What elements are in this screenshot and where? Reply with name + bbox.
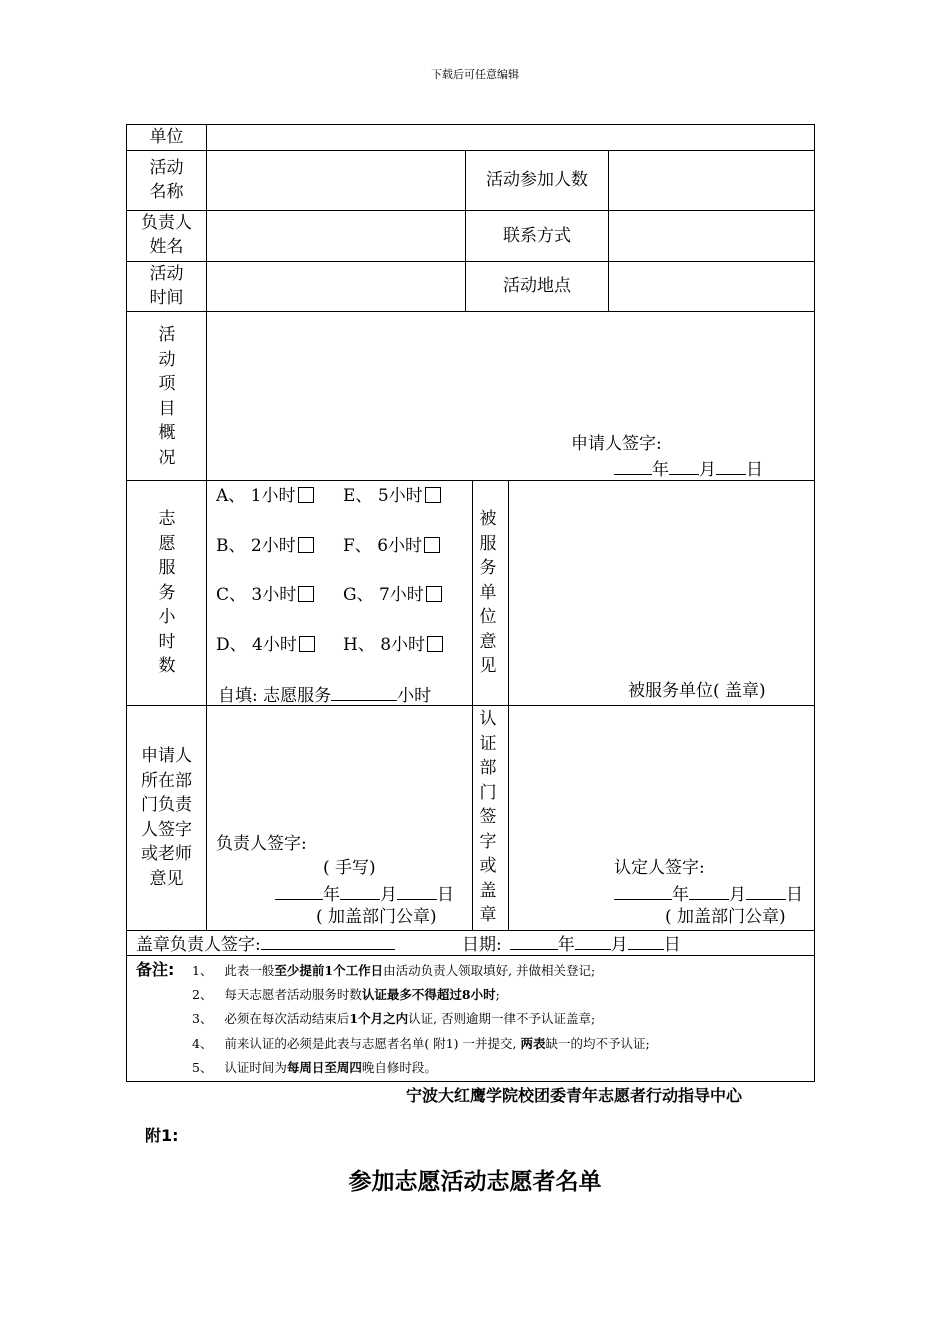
note-item-1: 1、 此表一般至少提前1个工作日由活动负责人领取填好, 并做相关登记; bbox=[192, 963, 596, 978]
seal-leader-blank[interactable] bbox=[261, 931, 395, 950]
dept-opinion-field[interactable] bbox=[207, 706, 472, 826]
note-item-4: 4、 前来认证的必须是此表与志愿者名单( 附1) 一并提交, 两表缺一的均不予认证; bbox=[192, 1036, 650, 1051]
checkbox-d[interactable] bbox=[299, 636, 315, 652]
checkbox-e[interactable] bbox=[425, 487, 441, 503]
participants-label: 活动参加人数 bbox=[486, 170, 588, 190]
leader-name-field[interactable] bbox=[207, 211, 465, 261]
hour-option-h[interactable]: H、 8小时 bbox=[343, 633, 443, 657]
seal-date[interactable]: 日期: 年 月 日 bbox=[462, 931, 681, 957]
cert-opinion-field[interactable] bbox=[509, 706, 814, 851]
hour-option-d[interactable]: D、 4小时 bbox=[216, 633, 315, 657]
contact-field[interactable] bbox=[609, 211, 814, 261]
location-label: 活动地点 bbox=[503, 276, 571, 296]
seal-leader-sign[interactable]: 盖章负责人签字: bbox=[136, 931, 395, 957]
served-unit-seal: 被服务单位( 盖章) bbox=[628, 681, 766, 701]
dept-seal: ( 加盖部门公章) bbox=[316, 907, 437, 927]
self-fill-blank[interactable] bbox=[331, 682, 397, 701]
overview-field[interactable] bbox=[207, 312, 814, 432]
self-fill-hours[interactable]: 自填: 志愿服务 小时 bbox=[218, 682, 431, 708]
participants-field[interactable] bbox=[609, 151, 814, 210]
dept-date: 年 月 日 bbox=[275, 881, 454, 907]
leader-name-label-1: 负责人 bbox=[141, 213, 192, 233]
certifier-sign-label: 认定人签字: bbox=[614, 858, 705, 878]
checkbox-f[interactable] bbox=[424, 537, 440, 553]
applicant-sign-label: 申请人签字: bbox=[571, 434, 662, 454]
hour-option-b[interactable]: B、 2小时 bbox=[216, 534, 314, 558]
dept-label: 申请人 所在部 门负责 人签字 或老师 意见 bbox=[141, 746, 192, 889]
checkbox-g[interactable] bbox=[426, 586, 442, 602]
hour-option-g[interactable]: G、 7小时 bbox=[343, 583, 442, 607]
activity-time-label-1: 活动 bbox=[149, 264, 184, 284]
hours-label: 志 愿 服 务 小 时 数 bbox=[158, 509, 176, 676]
checkbox-b[interactable] bbox=[298, 537, 314, 553]
activity-time-label-2: 时间 bbox=[149, 288, 184, 308]
activity-time-field[interactable] bbox=[207, 262, 465, 311]
note-item-5: 5、 认证时间为每周日至周四晚自修时段。 bbox=[192, 1060, 437, 1075]
appendix-title: 参加志愿活动志愿者名单 bbox=[348, 1169, 602, 1195]
unit-label: 单位 bbox=[149, 127, 184, 147]
leader-name-label-2: 姓名 bbox=[149, 237, 184, 257]
checkbox-h[interactable] bbox=[427, 636, 443, 652]
activity-name-field[interactable] bbox=[207, 151, 465, 210]
download-note: 下载后可任意编辑 bbox=[431, 68, 519, 81]
appendix-label: 附1: bbox=[145, 1126, 179, 1145]
cert-dept-label: 认 证 部 门 签 字 或 盖 章 bbox=[479, 709, 497, 925]
contact-label: 联系方式 bbox=[503, 226, 571, 246]
cert-seal: ( 加盖部门公章) bbox=[665, 907, 786, 927]
hour-option-c[interactable]: C、 3小时 bbox=[216, 583, 314, 607]
note-item-3: 3、 必须在每次活动结束后1个月之内认证, 否则逾期一律不予认证盖章; bbox=[192, 1011, 596, 1026]
note-item-2: 2、 每天志愿者活动服务时数认证最多不得超过8小时; bbox=[192, 987, 500, 1002]
org-footer: 宁波大红鹰学院校团委青年志愿者行动指导中心 bbox=[406, 1086, 743, 1105]
location-field[interactable] bbox=[609, 262, 814, 311]
checkbox-c[interactable] bbox=[298, 586, 314, 602]
activity-name-label-1: 活动 bbox=[149, 158, 184, 178]
cert-date: 年 月 日 bbox=[614, 881, 803, 907]
activity-name-label-2: 名称 bbox=[149, 182, 184, 202]
served-unit-opinion-field[interactable] bbox=[509, 481, 814, 676]
served-unit-label: 被 服 务 单 位 意 见 bbox=[479, 509, 497, 676]
applicant-date: 年 月 日 bbox=[614, 456, 763, 482]
leader-sign-label: 负责人签字: bbox=[216, 834, 307, 854]
hour-option-e[interactable]: E、 5小时 bbox=[343, 484, 441, 508]
hour-option-a[interactable]: A、 1小时 bbox=[216, 484, 314, 508]
unit-field[interactable] bbox=[207, 125, 814, 150]
overview-label: 活 动 项 目 概 况 bbox=[158, 325, 176, 468]
notes-title: 备注: bbox=[136, 960, 175, 979]
checkbox-a[interactable] bbox=[298, 487, 314, 503]
hour-option-f[interactable]: F、 6小时 bbox=[343, 534, 440, 558]
handwrite-note: ( 手写) bbox=[323, 858, 376, 878]
